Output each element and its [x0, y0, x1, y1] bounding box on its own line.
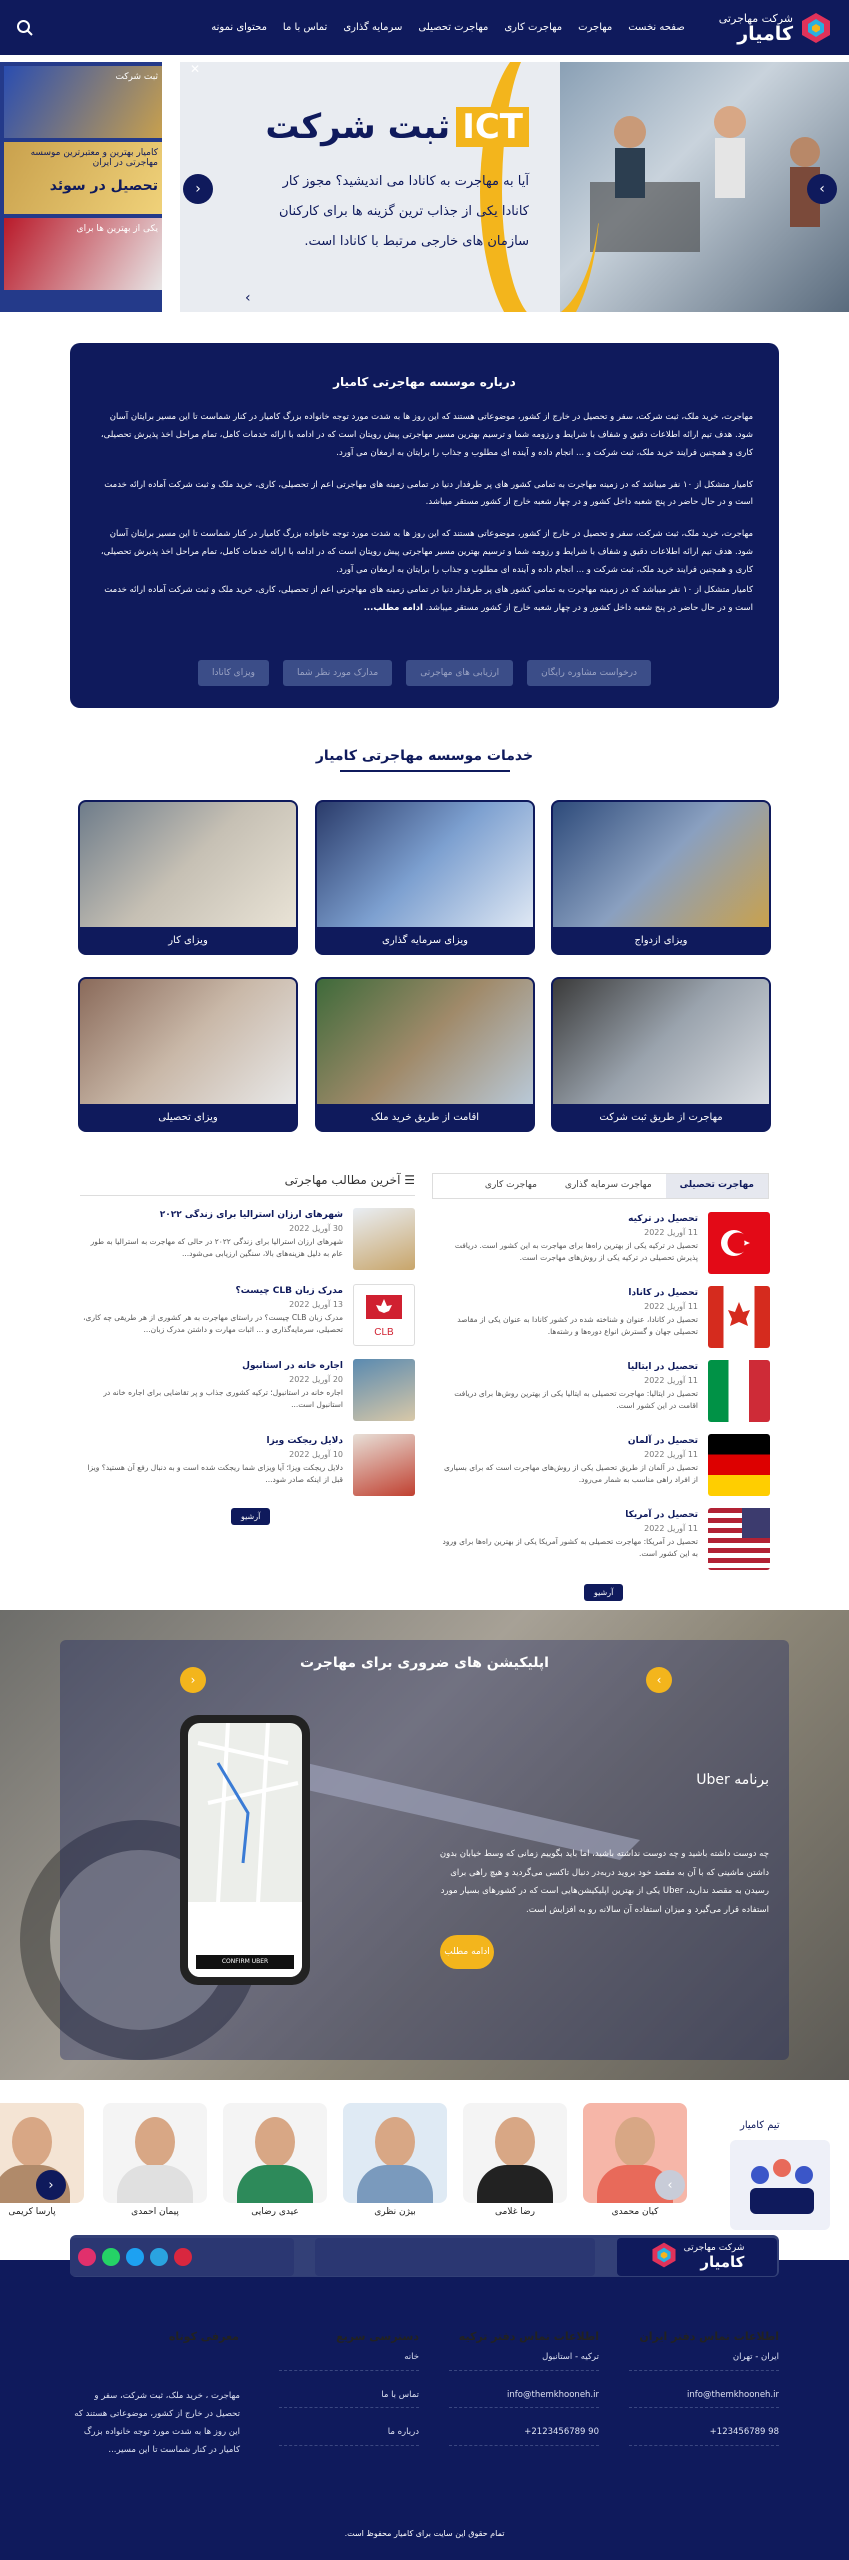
menu-icon: ☰ — [400, 1173, 415, 1187]
hero-slider — [0, 62, 849, 312]
main-nav — [34, 22, 693, 33]
service-image — [317, 979, 533, 1104]
post-title: تحصیل در ترکیه — [628, 1214, 698, 1224]
tab-study[interactable]: مهاجرت تحصیلی — [666, 1174, 768, 1198]
post-thumbnail — [353, 1208, 415, 1270]
service-label: ویزای سرمایه گذاری — [382, 935, 468, 946]
tab-work[interactable]: مهاجرت کاری — [484, 1180, 537, 1190]
footer-logo[interactable] — [617, 2238, 777, 2276]
post-excerpt: تحصیل در کانادا، عنوان و شناخته شده در کشور کانادا به عنوان یکی از مقاصد تحصیلی جهان و گسترش انواع دوره‌ها و رشته‌ها. — [457, 1315, 698, 1336]
about-more-link[interactable]: ادامه مطلب... — [363, 602, 423, 613]
member-name: پارسا کریمی — [8, 2207, 56, 2217]
service-card[interactable] — [551, 800, 771, 955]
service-label: ویزای کار — [168, 935, 208, 946]
footer-col-iran — [629, 2330, 779, 2466]
list-item[interactable] — [430, 1212, 770, 1274]
slide-photo — [560, 62, 849, 312]
latest-posts-title-text: آخرین مطالب مهاجرتی — [284, 1173, 401, 1187]
app-name: برنامه Uber — [696, 1772, 769, 1788]
list-item[interactable] — [75, 1434, 415, 1496]
slide-badge: ICT — [456, 107, 529, 147]
side-card[interactable] — [4, 66, 164, 138]
service-card[interactable] — [315, 977, 535, 1132]
service-image — [553, 802, 769, 927]
post-title: تحصیل در آمریکا — [625, 1510, 698, 1520]
footer-col-title: دسترسی سریع — [336, 2330, 419, 2343]
service-image — [317, 802, 533, 927]
logo-line2: کامیار — [737, 22, 793, 45]
slider-next-button[interactable] — [807, 174, 837, 204]
side-card[interactable] — [4, 218, 164, 290]
service-label: اقامت از طریق خرید ملک — [370, 1112, 480, 1123]
post-title: اجاره خانه در استانبول — [242, 1361, 343, 1371]
svg-text:CLB: CLB — [374, 1327, 394, 1338]
side-card-title: یکی از بهترین ها برای — [76, 224, 158, 234]
app-more-button[interactable]: ادامه مطلب — [440, 1935, 494, 1969]
post-excerpt: شهرهای ارزان استرالیا برای زندگی ۲۰۲۲ در حالی که مهاجرت به استرالیا به طور عام به دلیل هزینه‌های بالا، سنگین ارزیابی می‌شود... — [90, 1237, 343, 1258]
service-card[interactable] — [78, 977, 298, 1132]
about-paragraph: مهاجرت، خرید ملک، ثبت شرکت، سفر و تحصیل در خارج از کشور، موضوعاتی هستند که این روز ها به شدت مورد توجه خانواده بزرگ کامیار در کنار شماست تا این مسیر برایتان آسان شود. هدف تیم ارائه اطلاعات دقیق و شفاف با شرایط و رزومه شما و ترسیم بهترین مسیر مهاجرتی پیش رویتان است که در ادامه با ارائه خدمات کامل، تمام مراحل اخذ پذیرش تحصیلی، کاری و همچنین فرایند خرید ملک، ثبت شرکت و ... انجام داده و آینده ای مطلوب و جذاب را برایتان به ارمغان می آورد. — [100, 412, 753, 458]
chevron-right-icon: › — [667, 2177, 673, 2193]
team-next-button[interactable] — [655, 2170, 685, 2200]
team-member[interactable] — [463, 2103, 567, 2223]
post-thumbnail — [353, 1359, 415, 1421]
list-item[interactable] — [430, 1508, 770, 1570]
footer-about-text: مهاجرت ، خرید ملک، ثبت شرکت، سفر و تحصیل در خارج از کشور، موضوعاتی هستند که این روز ها به شدت مورد توجه خانواده بزرگ کامیار در کنار شماست تا این مسیر... — [74, 2391, 240, 2455]
slide-line3: سازمان های خارجی مرتبط با کانادا است. — [304, 234, 529, 249]
post-date: 13 آوریل 2022 — [289, 1300, 343, 1309]
post-title: مدرک زبان CLB چیست؟ — [235, 1286, 343, 1296]
post-title: تحصیل در کانادا — [628, 1288, 698, 1298]
post-date: 11 آوریل 2022 — [644, 1302, 698, 1311]
team-member[interactable] — [103, 2103, 207, 2223]
nav-samples[interactable]: محتوای نمونه — [211, 22, 267, 33]
footer-email[interactable]: info@themkhooneh.ir — [449, 2391, 599, 2409]
post-title: تحصیل در آلمان — [627, 1436, 698, 1446]
post-title: دلایل ریجکت ویزا — [266, 1436, 343, 1446]
post-date: 10 آوریل 2022 — [289, 1450, 343, 1459]
list-item[interactable] — [430, 1286, 770, 1348]
flag-ca-icon — [708, 1286, 770, 1348]
avatar — [103, 2103, 207, 2203]
chevron-right-icon: › — [819, 181, 825, 197]
logo-line1: شرکت مهاجرتی — [718, 11, 793, 25]
slide-main — [180, 62, 849, 312]
site-header — [0, 0, 849, 55]
footer-col-title: اطلاعات تماس دفتر ایران — [639, 2330, 779, 2343]
telegram-icon[interactable] — [150, 2248, 168, 2266]
member-name: رضا غلامی — [495, 2207, 535, 2217]
chevron-left-icon: ‹ — [48, 2177, 54, 2193]
footer-address: ترکیه - استانبول — [449, 2353, 599, 2371]
footer-phone[interactable]: 98 123456789+ — [629, 2428, 779, 2446]
phone-confirm-button: CONFIRM UBER — [196, 1955, 294, 1969]
footer-col-title: اطلاعات تماس دفتر ترکیه — [458, 2330, 599, 2343]
about-paragraph: مهاجرت، خرید ملک، ثبت شرکت، سفر و تحصیل در خارج از کشور، موضوعاتی هستند که این روز ها به شدت مورد توجه خانواده بزرگ کامیار در کنار شماست تا این مسیر برایتان آسان شود. هدف تیم ارائه اطلاعات دقیق و شفاف با شرایط و رزومه شما و ترسیم بهترین مسیر مهاجرتی پیش رویتان است که در ادامه با ارائه خدمات کامل، تمام مراحل اخذ پذیرش تحصیلی، کاری و همچنین فرایند خرید ملک، ثبت شرکت و ... انجام داده و آینده ای مطلوب و جذاب را برایتان به ارمغان می آورد. — [100, 529, 753, 575]
footer-phone[interactable]: 90 2123456789+ — [449, 2428, 599, 2446]
about-buttons — [70, 660, 779, 686]
member-name: کیان محمدی — [611, 2207, 659, 2217]
footer-email[interactable]: info@themkhooneh.ir — [629, 2391, 779, 2409]
assessment-button[interactable]: ارزیابی های مهاجرتی — [406, 660, 513, 686]
service-image — [553, 979, 769, 1104]
free-consult-button[interactable]: درخواست مشاوره رایگان — [527, 660, 651, 686]
flag-it-icon — [708, 1360, 770, 1422]
nav-work[interactable]: مهاجرت کاری — [504, 22, 563, 33]
apps-next-button[interactable] — [646, 1667, 672, 1693]
slide-title-text: ثبت شرکت — [265, 107, 451, 147]
service-card[interactable] — [551, 977, 771, 1132]
slide-line2: کانادا یکی از جذاب ترین گزینه ها برای کارکنان — [278, 204, 529, 219]
about-section — [70, 343, 779, 708]
list-item[interactable] — [430, 1434, 770, 1496]
footer-col-turkey — [449, 2330, 599, 2466]
service-card[interactable] — [315, 800, 535, 955]
team-member[interactable] — [223, 2103, 327, 2223]
post-date: 11 آوریل 2022 — [644, 1228, 698, 1237]
post-excerpt: اجاره خانه در استانبول؛ ترکیه کشوری جذاب و پر تقاضایی برای اجاره خانه در استانبول است... — [103, 1388, 343, 1409]
post-excerpt: تحصیل در ایتالیا: مهاجرت تحصیلی به ایتالیا یکی از بهترین روش‌ها برای دریافت اقامت در این کشور است. — [454, 1389, 698, 1410]
service-label: ویزای ازدواج — [634, 935, 688, 946]
post-date: 20 آوریل 2022 — [289, 1375, 343, 1384]
team-member[interactable] — [583, 2103, 687, 2223]
post-title: تحصیل در ایتالیا — [627, 1362, 698, 1372]
canada-visa-button[interactable]: ویزای کانادا — [198, 660, 269, 686]
member-name: پیمان احمدی — [131, 2207, 179, 2217]
team-member[interactable] — [0, 2103, 84, 2223]
pinterest-icon[interactable] — [174, 2248, 192, 2266]
nav-investment[interactable]: سرمایه گذاری — [343, 22, 403, 33]
footer-logo-line2: کامیار — [700, 2253, 745, 2271]
team-title: تیم کامیار — [740, 2120, 780, 2131]
team-member[interactable] — [343, 2103, 447, 2223]
avatar — [343, 2103, 447, 2203]
logo-mark-icon — [799, 11, 833, 45]
about-paragraph — [96, 582, 753, 618]
member-name: عیدی رضایی — [251, 2207, 299, 2217]
phone-screen — [188, 1723, 302, 1977]
footer-col-about — [69, 2330, 239, 2353]
phone-mockup — [180, 1715, 310, 1985]
post-excerpt: تحصیل در ترکیه یکی از بهترین راه‌ها برای مهاجرت به این کشور است. دریافت پذیرش تحصیلی در ترکیه یکی از روش‌های مهاجرت است. — [454, 1241, 698, 1262]
post-excerpt: مدرک زبان CLB چیست؟ در راستای مهاجرت به هر کشوری از هر طریقی چه کاری، تحصیلی، سرمایه‌گذاری و ... اثبات مهارت و داشتن مدرک زبان... — [83, 1313, 343, 1334]
slide-next-small-icon[interactable]: › — [245, 290, 251, 306]
footer-address: ایران - تهران — [629, 2353, 779, 2371]
post-excerpt: تحصیل در آلمان از طریق تحصیل یکی از روش‌های مهاجرت است که برای بسیاری از افراد راهی مناسب به شمار می‌رود. — [444, 1463, 698, 1484]
chevron-left-icon: ‹ — [195, 181, 201, 197]
service-image — [80, 979, 296, 1104]
side-card-sub: تحصیل در سوئد — [49, 178, 158, 194]
post-date: 11 آوریل 2022 — [644, 1524, 698, 1533]
whatsapp-icon[interactable] — [102, 2248, 120, 2266]
side-card-title: ثبت شرکت — [115, 72, 158, 82]
footer-col-quick — [279, 2330, 419, 2466]
team-prev-button[interactable] — [36, 2170, 66, 2200]
chevron-right-icon: › — [656, 1673, 662, 1687]
avatar — [223, 2103, 327, 2203]
flag-us-icon — [708, 1508, 770, 1570]
about-title: درباره موسسه مهاجرتی کامیار — [333, 375, 516, 389]
site-logo[interactable] — [719, 11, 833, 45]
post-thumbnail — [353, 1434, 415, 1496]
avatar — [463, 2103, 567, 2203]
apps-title: اپلیکیشن های ضروری برای مهاجرت — [300, 1655, 549, 1671]
nav-immigration[interactable]: مهاجرت — [578, 22, 613, 33]
member-name: بیژن نظری — [374, 2207, 416, 2217]
instagram-icon[interactable] — [78, 2248, 96, 2266]
list-item[interactable] — [75, 1284, 415, 1346]
flag-tr-icon — [708, 1212, 770, 1274]
tab-investment[interactable]: مهاجرت سرمایه گذاری — [564, 1180, 652, 1190]
tab-archive-button[interactable]: آرشیو — [584, 1584, 623, 1601]
twitter-icon[interactable] — [126, 2248, 144, 2266]
latest-posts-title — [80, 1173, 415, 1196]
slide-title — [265, 107, 529, 147]
post-excerpt: دلایل ریجکت ویزا؛ آیا ویزای شما ریجکت شده است و به دنبال رفع آن هستید؟ ویزا قبل از اینکه صادر شود... — [87, 1463, 343, 1484]
side-card-title: کامیار بهترین و معتبرترین موسسه مهاجرتی در ایران — [30, 148, 158, 168]
service-image — [80, 802, 296, 927]
post-date: 11 آوریل 2022 — [644, 1450, 698, 1459]
copyright: تمام حقوق این سایت برای کامیار محفوظ است. — [344, 2529, 505, 2538]
chevron-left-icon: ‹ — [190, 1673, 196, 1687]
side-slider — [0, 62, 168, 312]
service-label: ویزای تحصیلی — [158, 1112, 218, 1123]
services-title: خدمات موسسه مهاجرتی کامیار — [0, 748, 849, 772]
logo-mark-icon — [650, 2241, 678, 2273]
slider-prev-button[interactable] — [183, 174, 213, 204]
apps-prev-button[interactable] — [180, 1667, 206, 1693]
nav-contact[interactable]: تماس با ما — [282, 22, 328, 33]
footer-link-contact[interactable]: تماس با ما — [279, 2391, 419, 2409]
search-icon[interactable] — [16, 19, 34, 37]
flag-de-icon — [708, 1434, 770, 1496]
service-card[interactable] — [78, 800, 298, 955]
slide-line1: آیا به مهاجرت به کانادا می اندیشید؟ مجوز کار — [282, 174, 529, 189]
team-illustration — [730, 2140, 830, 2230]
nav-study[interactable]: مهاجرت تحصیلی — [418, 22, 489, 33]
nav-home[interactable]: صفحه نخست — [628, 22, 685, 33]
social-links — [70, 2238, 294, 2276]
latest-archive-button[interactable]: آرشیو — [231, 1508, 270, 1525]
post-excerpt: تحصیل در آمریکا: مهاجرت تحصیلی به کشور آمریکا یکی از بهترین راه‌ها برای ورود به این کشور است. — [442, 1537, 698, 1558]
post-title: شهرهای ارزان استرالیا برای زندگی ۲۰۲۲ — [159, 1210, 343, 1220]
app-description: چه دوست داشته باشید و چه دوست نداشته باشید، اما باید بگوییم زمانی که وسط خیابان بدون داشتن ماشینی که با آن به مقصد خود بروید دربه‌در دنبال تاکسی می‌گردید و هیچ راهی برای رسیدن به مقصد ندارید، Uber یکی از بهترین اپلیکیشن‌هایی است که در کشورهای بسیار مورد استفاده قرار می‌گیرد و میزان استفاده آن سالانه رو به افزایش است. — [439, 1849, 769, 1916]
post-thumbnail — [353, 1284, 415, 1346]
about-paragraph-text: کامیار متشکل از ۱۰ نفر میباشد که در زمینه مهاجرت به تمامی کشور های پر طرفدار دنیا در تمامی زمینه های مهاجرتی اعم از تحصیلی، کاری، خرید ملک و ثبت شرکت آماده ارائه خدمت است و در حال حاضر در پنج شعبه داخل کشور و در چهار شعبه خارج از کشور مستقر میباشد. — [104, 584, 753, 613]
service-label: مهاجرت از طریق ثبت شرکت — [599, 1112, 723, 1123]
footer-link-home[interactable]: خانه — [279, 2353, 419, 2371]
post-date: 11 آوریل 2022 — [644, 1376, 698, 1385]
list-item[interactable] — [430, 1360, 770, 1422]
side-card[interactable] — [4, 142, 164, 214]
close-icon[interactable]: ✕ — [190, 62, 201, 76]
footer-link-about[interactable]: درباره ما — [279, 2428, 419, 2446]
footer-logo-line1: شرکت مهاجرتی — [683, 2243, 745, 2253]
side-divider — [162, 62, 168, 312]
footer-newsletter — [315, 2238, 595, 2276]
documents-button[interactable]: مدارک مورد نظر شما — [283, 660, 392, 686]
about-paragraph: کامیار متشکل از ۱۰ نفر میباشد که در زمینه مهاجرت به تمامی کشور های پر طرفدار دنیا در تمامی زمینه های مهاجرتی اعم از تحصیلی، کاری، خرید ملک و ثبت شرکت آماده ارائه خدمت است و در حال حاضر در پنج شعبه داخل کشور و در چهار شعبه خارج از کشور مستقر میباشد. — [104, 479, 753, 508]
post-date: 30 آوریل 2022 — [289, 1224, 343, 1233]
post-tabs — [432, 1173, 769, 1199]
list-item[interactable] — [75, 1208, 415, 1270]
footer-col-title: معرفی کوتاه — [168, 2330, 239, 2343]
phone-panel — [188, 1902, 302, 1977]
list-item[interactable] — [75, 1359, 415, 1421]
